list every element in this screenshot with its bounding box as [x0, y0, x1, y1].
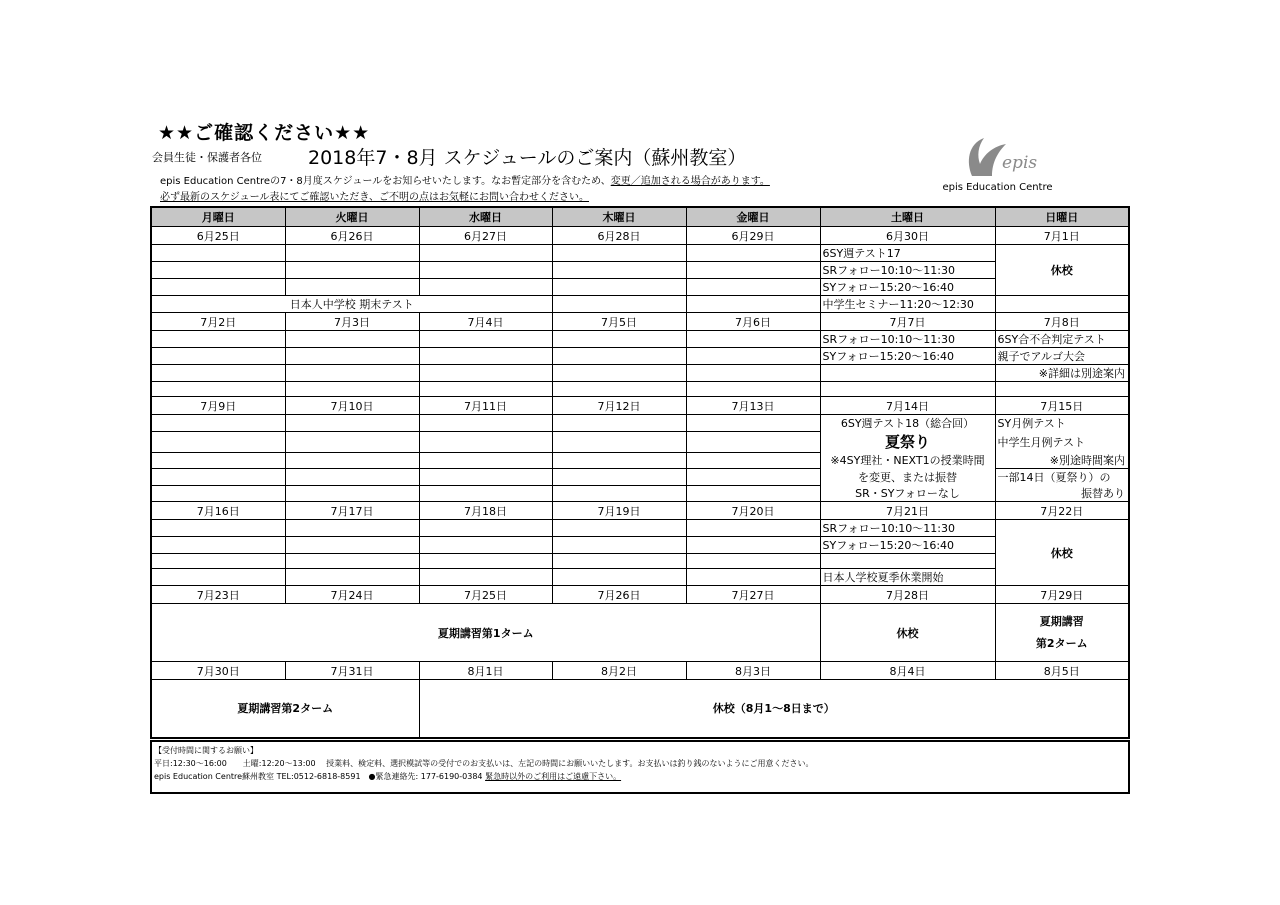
date-cell: 6月28日	[552, 227, 686, 245]
saturday-note: SR・SYフォローなし	[820, 485, 995, 502]
schedule-table	[150, 206, 1130, 739]
date-cell: 7月4日	[419, 313, 552, 331]
date-cell: 6月29日	[686, 227, 820, 245]
page-title: 2018年7・8月 スケジュールのご案内（蘇州教室）	[308, 147, 747, 169]
summer-course-term-2	[995, 604, 1129, 662]
date-cell: 7月21日	[820, 502, 995, 520]
logo-text: epis Education Centre	[942, 182, 1053, 193]
weekday-header: 火曜日	[285, 207, 419, 227]
date-cell: 7月6日	[686, 313, 820, 331]
saturday-event: 6SY週テスト18（総合回）	[820, 415, 995, 432]
notice-line-1	[160, 172, 770, 187]
saturday-event: SRフォロー10:10〜11:30	[820, 520, 995, 537]
date-cell: 7月5日	[552, 313, 686, 331]
date-cell: 7月2日	[151, 313, 285, 331]
date-cell: 8月5日	[995, 662, 1129, 680]
date-cell: 7月11日	[419, 397, 552, 415]
date-cell: 7月26日	[552, 586, 686, 604]
weekday-header: 水曜日	[419, 207, 552, 227]
date-cell: 7月20日	[686, 502, 820, 520]
footer-heading: 【受付時間に関するお願い】	[154, 746, 258, 755]
weekday-header: 金曜日	[686, 207, 820, 227]
school-exam-event: 日本人中学校 期末テスト	[151, 296, 552, 313]
weekday-header-row	[151, 207, 1129, 227]
summer-course-term-2-weekday: 夏期講習第2ターム	[151, 680, 419, 738]
date-row	[151, 227, 1129, 245]
date-cell: 7月18日	[419, 502, 552, 520]
saturday-note: を変更、または振替	[820, 469, 995, 486]
date-cell: 7月28日	[820, 586, 995, 604]
date-cell: 7月16日	[151, 502, 285, 520]
date-row	[151, 313, 1129, 331]
saturday-event: SYフォロー15:20〜16:40	[820, 279, 995, 296]
sunday-event: 6SY合不合判定テスト	[995, 331, 1129, 348]
notice-line-2: 必ず最新のスケジュール表にてご確認いただき、ご不明の点はお気軽にお問い合わせください。	[160, 192, 589, 203]
date-cell: 7月12日	[552, 397, 686, 415]
footer-emergency-note: 緊急時以外のご利用はご遠慮下さい。	[485, 772, 622, 781]
date-cell: 8月4日	[820, 662, 995, 680]
saturday-event: SRフォロー10:10〜11:30	[820, 331, 995, 348]
date-cell: 6月25日	[151, 227, 285, 245]
footer-hours: 平日:12:30〜16:00 土曜:12:20〜13:00 授業料、検定料、選択模試等の受付でのお支払いは、左記の時間にお願いいたします。お支払いは釣り銭のないようにご用意ください。	[154, 759, 814, 768]
weekday-header: 月曜日	[151, 207, 285, 227]
weekday-header: 土曜日	[820, 207, 995, 227]
addressee: 会員生徒・保護者各位	[152, 151, 262, 164]
footer-contact-line	[154, 770, 1126, 783]
date-cell: 7月3日	[285, 313, 419, 331]
weekday-header: 木曜日	[552, 207, 686, 227]
saturday-event: 日本人学校夏季休業開始	[820, 569, 995, 586]
date-cell: 7月7日	[820, 313, 995, 331]
sunday-note: ※詳細は別途案内	[995, 365, 1129, 382]
date-cell: 6月30日	[820, 227, 995, 245]
sunday-event: 親子でアルゴ大会	[995, 348, 1129, 365]
date-row	[151, 397, 1129, 415]
saturday-event: SRフォロー10:10〜11:30	[820, 262, 995, 279]
sunday-note: ※別途時間案内	[995, 452, 1129, 469]
closed-label: 休校	[995, 520, 1129, 586]
date-cell: 7月25日	[419, 586, 552, 604]
date-cell: 7月19日	[552, 502, 686, 520]
logo-mark: epis	[1002, 153, 1038, 173]
closed-label: 休校	[820, 604, 995, 662]
date-cell: 7月30日	[151, 662, 285, 680]
date-row	[151, 502, 1129, 520]
saturday-event: 中学生セミナー11:20〜12:30	[820, 296, 995, 313]
sunday-event: 中学生月例テスト	[995, 431, 1129, 452]
date-row	[151, 586, 1129, 604]
date-cell: 7月1日	[995, 227, 1129, 245]
date-cell: 7月13日	[686, 397, 820, 415]
notice-change-text: 変更／追加される場合があります。	[610, 176, 770, 187]
date-cell: 7月17日	[285, 502, 419, 520]
summer-course-line: 第2ターム	[1035, 636, 1088, 650]
footer-contact: epis Education Centre蘇州教室 TEL:0512-6818-8591 ●緊急連絡先: 177-6190-0384	[154, 772, 483, 781]
saturday-note: ※4SY理社・NEXT1の授業時間	[820, 452, 995, 469]
date-cell: 7月31日	[285, 662, 419, 680]
date-cell: 8月2日	[552, 662, 686, 680]
date-cell: 8月1日	[419, 662, 552, 680]
page-heading-stars: ★★ご確認ください★★	[158, 122, 371, 144]
date-cell: 7月23日	[151, 586, 285, 604]
saturday-event: SYフォロー15:20〜16:40	[820, 348, 995, 365]
epis-logo	[940, 132, 1055, 196]
weekday-header: 日曜日	[995, 207, 1129, 227]
date-cell: 7月9日	[151, 397, 285, 415]
date-cell: 7月29日	[995, 586, 1129, 604]
footer-notice	[150, 740, 1130, 794]
summer-course-term-1: 夏期講習第1ターム	[151, 604, 820, 662]
epis-logo-icon	[940, 132, 1055, 182]
date-cell: 7月27日	[686, 586, 820, 604]
date-cell: 7月15日	[995, 397, 1129, 415]
date-cell: 7月8日	[995, 313, 1129, 331]
closed-label: 休校	[995, 245, 1129, 296]
notice-text: epis Education Centreの7・8月度スケジュールをお知らせいたします。なお暫定部分を含むため、	[160, 176, 611, 187]
date-cell: 7月14日	[820, 397, 995, 415]
summer-course-line: 夏期講習	[1039, 614, 1084, 628]
date-cell: 6月26日	[285, 227, 419, 245]
saturday-event: 6SY週テスト17	[820, 245, 995, 262]
sunday-event: SY月例テスト	[995, 415, 1129, 432]
date-cell: 6月27日	[419, 227, 552, 245]
sunday-note: 一部14日（夏祭り）の	[995, 469, 1129, 486]
date-cell: 7月22日	[995, 502, 1129, 520]
date-row	[151, 662, 1129, 680]
summer-festival-label: 夏祭り	[820, 431, 995, 452]
sunday-note: 振替あり	[995, 485, 1129, 502]
date-cell: 7月10日	[285, 397, 419, 415]
saturday-event: SYフォロー15:20〜16:40	[820, 537, 995, 554]
closed-period-label: 休校（8月1〜8日まで）	[419, 680, 1129, 738]
date-cell: 8月3日	[686, 662, 820, 680]
date-cell: 7月24日	[285, 586, 419, 604]
